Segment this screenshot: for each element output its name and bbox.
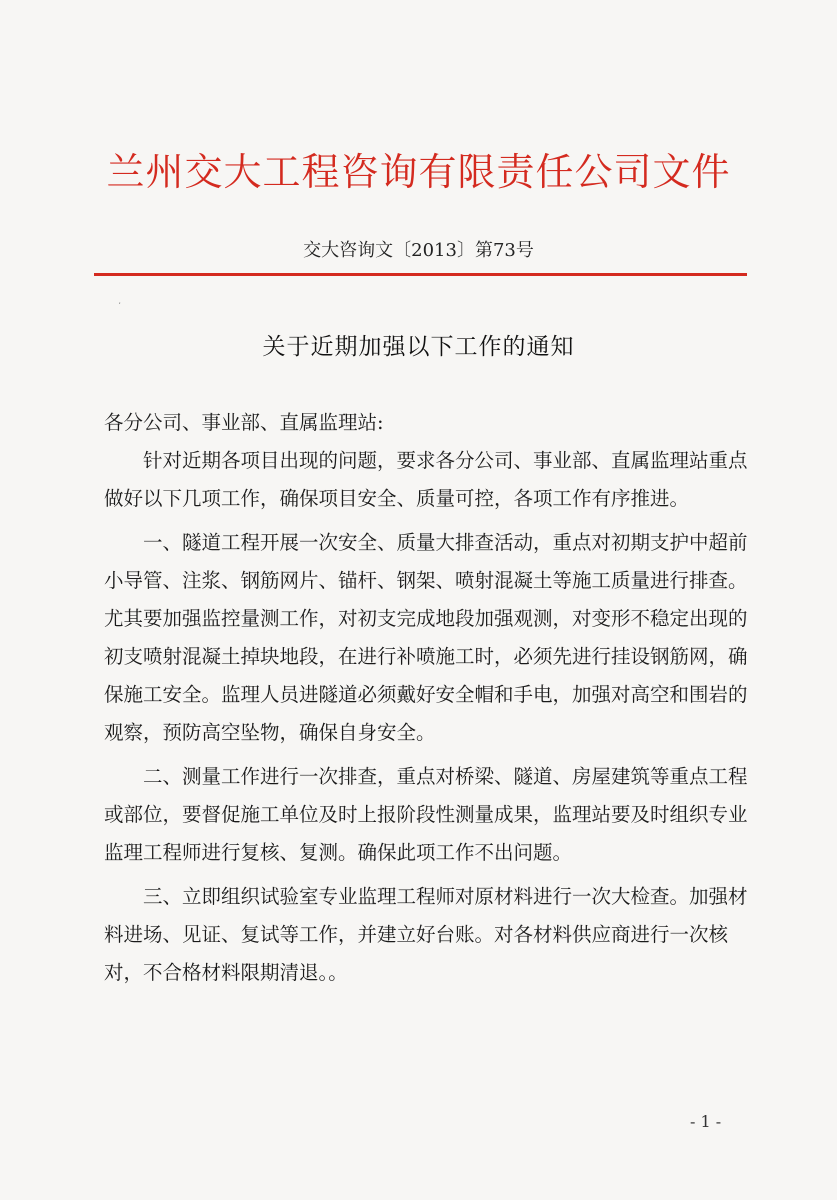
paragraph-item-3: 三、立即组织试验室专业监理工程师对原材料进行一次大检查。加强材料进场、见证、复试等工作，并建立好台账。对各材料供应商进行一次核对，不合格材料限期清退。。: [104, 885, 748, 984]
document-number: 交大咨询文〔2013〕第73号: [303, 240, 534, 261]
document-header-title: 兰州交大工程咨询有限责任公司文件: [106, 150, 731, 194]
paragraph-item-1: 一、隧道工程开展一次安全、质量大排查活动，重点对初期支护中超前小导管、注浆、钢筋网片、锚杆、钢架、喷射混凝土等施工质量进行排查。尤其要加强监控量测工作，对初支完成地段加强观测，对变形不稳定出现的初支喷射混凝土掉块地段，在进行补喷施工时，必须先进行挂设钢筋网，确保施工安全。监理人员进隧道必须戴好安全帽和手电，加强对高空和围岩的观察，预防高空坠物，确保自身安全。: [104, 531, 748, 744]
notice-body: [104, 404, 754, 992]
salutation: 各分公司、事业部、直属监理站:: [104, 411, 384, 434]
red-divider-line: [94, 273, 747, 276]
scan-speck: ˑ: [118, 299, 122, 310]
page-number: - 1 -: [690, 1112, 722, 1131]
paragraph-item-2: 二、测量工作进行一次排查，重点对桥梁、隧道、房屋建筑等重点工程或部位，要督促施工单位及时上报阶段性测量成果，监理站要及时组织专业监理工程师进行复核、复测。确保此项工作不出问题。: [104, 765, 748, 864]
paragraph-intro: 针对近期各项目出现的问题，要求各分公司、事业部、直属监理站重点做好以下几项工作，确保项目安全、质量可控，各项工作有序推进。: [104, 449, 748, 510]
notice-title: 关于近期加强以下工作的通知: [262, 334, 575, 360]
